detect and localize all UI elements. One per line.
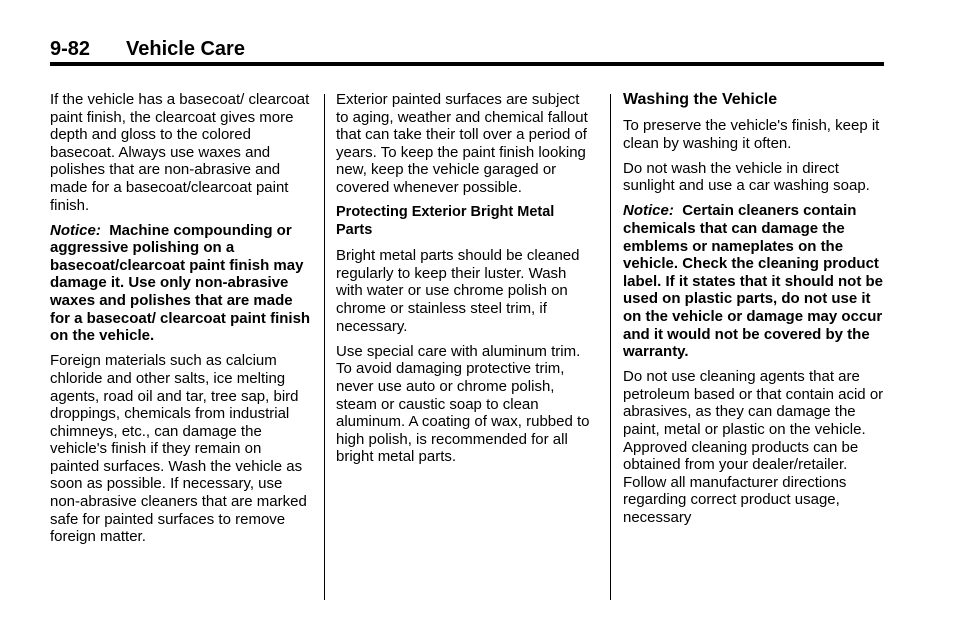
notice-paragraph	[623, 202, 885, 360]
notice-label: Notice:	[623, 202, 674, 220]
notice-paragraph	[50, 222, 312, 345]
paragraph: Bright metal parts should be cleaned regularly to keep their luster. Wash with water or use chrome polish on chrome or stainless steel trim, if necessary.	[336, 247, 580, 335]
column-1	[50, 91, 312, 553]
page-header	[50, 38, 884, 64]
notice-text: Machine compounding or aggressive polishing on a basecoat/clearcoat paint finish may damage it. Use only non-abrasive waxes and polishes that are made for a basecoat/ clearcoat paint finish on the vehicle.	[50, 221, 311, 345]
column-3	[623, 91, 885, 534]
paragraph: Foreign materials such as calcium chloride and other salts, ice melting agents, road oil and tar, tree sap, bird droppings, chemicals from industrial chimneys, etc., can damage the vehicle's finish if they remain on painted surfaces. Wash the vehicle as soon as possible. If necessary, use non-abrasive cleaners that are marked safe for painted surfaces to remove foreign matter.	[50, 352, 307, 546]
paragraph: Do not wash the vehicle in direct sunlight and use a car washing soap.	[623, 159, 870, 195]
notice-label: Notice:	[50, 221, 101, 239]
header-rule	[50, 62, 884, 66]
subheading: Protecting Exterior Bright Metal Parts	[336, 204, 555, 238]
paragraph: To preserve the vehicle's finish, keep it clean by washing it often.	[623, 117, 880, 152]
column-2	[336, 91, 592, 473]
paragraph: Use special care with aluminum trim. To avoid damaging protective trim, never use auto or chrome polish, steam or caustic soap to clean aluminum. A coating of wax, rubbed to high polish, is recommended for all bright metal parts.	[336, 342, 590, 466]
page-number: 9-82	[50, 38, 91, 60]
paragraph: Do not use cleaning agents that are petroleum based or that contain acid or abrasives, as they can damage the paint, metal or plastic on the vehicle. Approved cleaning products can be obtained from your dealer/retailer. Follow all manufacturer directions regarding correct product usage, necessary	[623, 368, 884, 526]
notice-text: Certain cleaners contain chemicals that can damage the emblems or nameplates on the vehicle. Check the cleaning product label. If it states that it should not be used on plastic parts, do not use it on the vehicle or damage may occur and it would not be covered by the warranty.	[623, 202, 884, 361]
column-divider-1	[324, 94, 325, 600]
section-title: Vehicle Care	[126, 38, 245, 60]
paragraph: Exterior painted surfaces are subject to aging, weather and chemical fallout that can take their toll over a period of years. To keep the paint finish looking new, keep the vehicle garaged or covered whenever possible.	[336, 91, 588, 196]
paragraph: If the vehicle has a basecoat/ clearcoat paint finish, the clearcoat gives more depth and gloss to the colored basecoat. Always use waxes and polishes that are non-abrasive and made for a basecoat/clearcoat paint finish.	[50, 91, 310, 214]
section-heading: Washing the Vehicle	[623, 91, 778, 108]
column-divider-2	[610, 94, 611, 600]
